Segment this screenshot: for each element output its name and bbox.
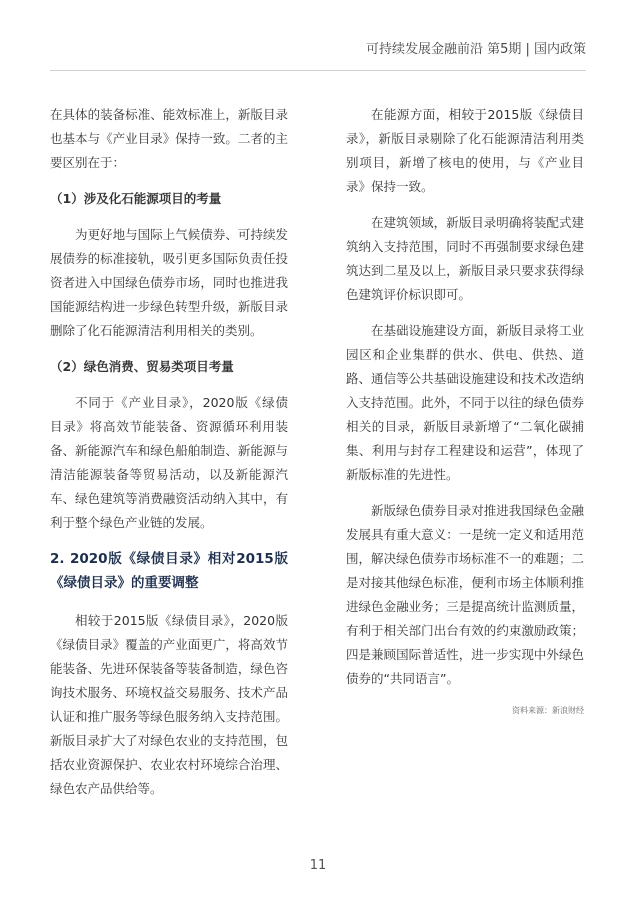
section-1-paragraph: 为更好地与国际上气候债券、可持续发展债券的标准接轨，吸引更多国际负责任投资者进入中国绿色债券市场，同时也推进我国能源结构进一步绿色转型升级，新版目录删除了化石能源清洁利用相关的类别。 [50, 227, 288, 338]
header-divider [50, 70, 586, 71]
running-header: 可持续发展金融前沿 第5期 | 国内政策 [365, 42, 586, 57]
left-column [50, 103, 288, 813]
section-2-paragraph: 不同于《产业目录》，2020版《绿债目录》将高效节能装备、资源循环利用装备、新能源汽车和绿色船舶制造、新能源与清洁能源装备等贸易活动，以及新能源汽车、绿色建筑等消费融资活动纳入其中，有利于整个绿色产业链的发展。 [50, 395, 288, 530]
infrastructure-paragraph: 在基础设施建设方面，新版目录将工业园区和企业集群的供水、供电、供热、道路、通信等公共基础设施建设和技术改造纳入支持范围。此外，不同于以往的绿色债券相关的目录，新版目录新增了“二氧化碳捕集、利用与封存工程建设和运营”，体现了新版标准的先进性。 [346, 323, 584, 482]
significance-paragraph: 新版绿色债券目录对推进我国绿色金融发展具有重大意义：一是统一定义和适用范围，解决绿色债券市场标准不一的难题；二是对接其他绿色标准，便利市场主体顺利推进绿色金融业务；三是提高统计监测质量，有利于相关部门出台有效的约束激励政策；四是兼顾国际普适性，进一步实现中外绿色债券的“共同语言”。 [346, 503, 584, 686]
section-2-heading: （2）绿色消费、贸易类项目考量 [50, 359, 234, 374]
section-1-heading: （1）涉及化石能源项目的考量 [50, 191, 222, 206]
page-number: 11 [309, 858, 327, 873]
right-column [346, 103, 584, 717]
source-note: 资料来源：新浪财经 [512, 706, 584, 715]
chapter-2-paragraph: 相较于2015版《绿债目录》，2020版《绿债目录》覆盖的产业面更广，将高效节能装备、先进环保装备等装备制造，绿色咨询技术服务、环境权益交易服务、技术产品认证和推广服务等绿色服务纳入支持范围。新版目录扩大了对绿色农业的支持范围，包括农业资源保护、农业农村环境综合治理、绿色农产品供给等。 [50, 613, 288, 796]
intro-paragraph: 在具体的装备标准、能效标准上，新版目录也基本与《产业目录》保持一致。二者的主要区别在于： [50, 107, 288, 170]
energy-paragraph: 在能源方面，相较于2015版《绿债目录》，新版目录剔除了化石能源清洁利用类别项目，新增了核电的使用，与《产业目录》保持一致。 [346, 107, 584, 194]
chapter-2-heading: 2. 2020版《绿债目录》相对2015版《绿债目录》的重要调整 [50, 551, 288, 591]
building-paragraph: 在建筑领域，新版目录明确将装配式建筑纳入支持范围，同时不再强制要求绿色建筑达到二星及以上，新版目录只要求获得绿色建筑评价标识即可。 [346, 215, 584, 302]
